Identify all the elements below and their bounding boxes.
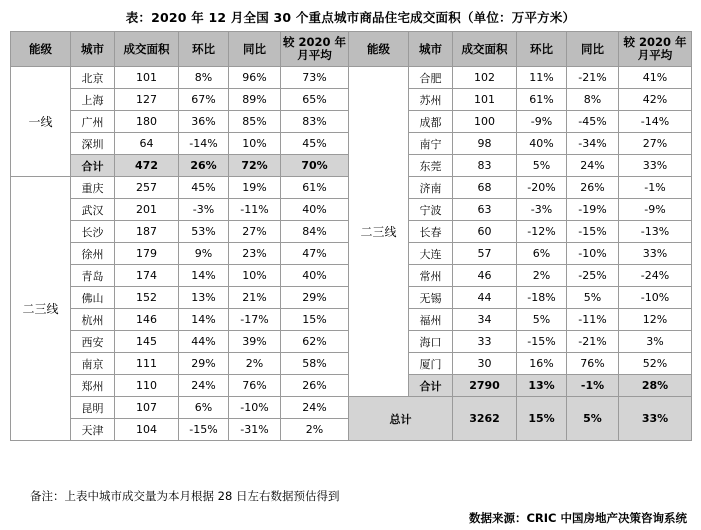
area-cell: 104 bbox=[115, 419, 179, 441]
yoy-cell: 5% bbox=[567, 287, 619, 309]
vs-avg-cell: 52% bbox=[619, 353, 692, 375]
yoy-cell: -10% bbox=[567, 243, 619, 265]
header-yoy: 同比 bbox=[567, 32, 619, 67]
city-cell: 佛山 bbox=[71, 287, 115, 309]
mom-cell: 14% bbox=[179, 309, 229, 331]
vs-avg-cell: 41% bbox=[619, 67, 692, 89]
area-cell: 83 bbox=[453, 155, 517, 177]
vs-avg-cell: 26% bbox=[281, 375, 349, 397]
vs-avg-cell: 65% bbox=[281, 89, 349, 111]
area-cell: 110 bbox=[115, 375, 179, 397]
area-cell: 180 bbox=[115, 111, 179, 133]
table-row bbox=[11, 397, 692, 419]
mom-cell: -3% bbox=[179, 199, 229, 221]
housing-transaction-table bbox=[10, 31, 692, 441]
subtotal-yoy: -1% bbox=[567, 375, 619, 397]
mom-cell: 61% bbox=[517, 89, 567, 111]
vs-avg-cell: 27% bbox=[619, 133, 692, 155]
header-mom: 环比 bbox=[517, 32, 567, 67]
vs-avg-cell: 73% bbox=[281, 67, 349, 89]
header-vs-avg: 较 2020 年月平均 bbox=[619, 32, 692, 67]
yoy-cell: -11% bbox=[229, 199, 281, 221]
mom-cell: 6% bbox=[179, 397, 229, 419]
mom-cell: 40% bbox=[517, 133, 567, 155]
city-cell: 徐州 bbox=[71, 243, 115, 265]
city-cell: 杭州 bbox=[71, 309, 115, 331]
yoy-cell: -31% bbox=[229, 419, 281, 441]
city-cell: 东莞 bbox=[409, 155, 453, 177]
yoy-cell: 19% bbox=[229, 177, 281, 199]
vs-avg-cell: 61% bbox=[281, 177, 349, 199]
grand-total-yoy: 5% bbox=[567, 397, 619, 441]
vs-avg-cell: -14% bbox=[619, 111, 692, 133]
area-cell: 30 bbox=[453, 353, 517, 375]
vs-avg-cell: 40% bbox=[281, 265, 349, 287]
tier-label: 二三线 bbox=[349, 67, 409, 397]
area-cell: 107 bbox=[115, 397, 179, 419]
table-row bbox=[11, 67, 692, 89]
area-cell: 179 bbox=[115, 243, 179, 265]
city-cell: 天津 bbox=[71, 419, 115, 441]
vs-avg-cell: 45% bbox=[281, 133, 349, 155]
yoy-cell: -19% bbox=[567, 199, 619, 221]
city-cell: 长沙 bbox=[71, 221, 115, 243]
yoy-cell: -17% bbox=[229, 309, 281, 331]
mom-cell: 24% bbox=[179, 375, 229, 397]
area-cell: 111 bbox=[115, 353, 179, 375]
area-cell: 145 bbox=[115, 331, 179, 353]
header-area: 成交面积 bbox=[115, 32, 179, 67]
vs-avg-cell: -24% bbox=[619, 265, 692, 287]
area-cell: 63 bbox=[453, 199, 517, 221]
yoy-cell: 8% bbox=[567, 89, 619, 111]
header-yoy: 同比 bbox=[229, 32, 281, 67]
yoy-cell: -21% bbox=[567, 331, 619, 353]
mom-cell: 5% bbox=[517, 155, 567, 177]
subtotal-label: 合计 bbox=[409, 375, 453, 397]
yoy-cell: 23% bbox=[229, 243, 281, 265]
yoy-cell: -45% bbox=[567, 111, 619, 133]
area-cell: 187 bbox=[115, 221, 179, 243]
tier-label: 一线 bbox=[11, 67, 71, 177]
vs-avg-cell: 58% bbox=[281, 353, 349, 375]
footnote: 备注：上表中城市成交量为本月根据 28 日左右数据预估得到 bbox=[30, 489, 340, 503]
area-cell: 64 bbox=[115, 133, 179, 155]
grand-total-mom: 15% bbox=[517, 397, 567, 441]
area-cell: 98 bbox=[453, 133, 517, 155]
mom-cell: 8% bbox=[179, 67, 229, 89]
vs-avg-cell: 33% bbox=[619, 155, 692, 177]
header-area: 成交面积 bbox=[453, 32, 517, 67]
yoy-cell: -25% bbox=[567, 265, 619, 287]
mom-cell: -3% bbox=[517, 199, 567, 221]
mom-cell: -20% bbox=[517, 177, 567, 199]
city-cell: 无锡 bbox=[409, 287, 453, 309]
subtotal-area: 472 bbox=[115, 155, 179, 177]
city-cell: 武汉 bbox=[71, 199, 115, 221]
yoy-cell: 27% bbox=[229, 221, 281, 243]
area-cell: 46 bbox=[453, 265, 517, 287]
city-cell: 福州 bbox=[409, 309, 453, 331]
city-cell: 厦门 bbox=[409, 353, 453, 375]
city-cell: 郑州 bbox=[71, 375, 115, 397]
city-cell: 长春 bbox=[409, 221, 453, 243]
city-cell: 成都 bbox=[409, 111, 453, 133]
mom-cell: -14% bbox=[179, 133, 229, 155]
header-city: 城市 bbox=[409, 32, 453, 67]
city-cell: 宁波 bbox=[409, 199, 453, 221]
mom-cell: 13% bbox=[179, 287, 229, 309]
city-cell: 海口 bbox=[409, 331, 453, 353]
vs-avg-cell: -1% bbox=[619, 177, 692, 199]
area-cell: 146 bbox=[115, 309, 179, 331]
city-cell: 广州 bbox=[71, 111, 115, 133]
city-cell: 重庆 bbox=[71, 177, 115, 199]
area-cell: 44 bbox=[453, 287, 517, 309]
mom-cell: -15% bbox=[179, 419, 229, 441]
vs-avg-cell: 33% bbox=[619, 243, 692, 265]
area-cell: 102 bbox=[453, 67, 517, 89]
vs-avg-cell: 40% bbox=[281, 199, 349, 221]
mom-cell: -15% bbox=[517, 331, 567, 353]
subtotal-vs-avg: 70% bbox=[281, 155, 349, 177]
area-cell: 57 bbox=[453, 243, 517, 265]
mom-cell: 36% bbox=[179, 111, 229, 133]
mom-cell: 14% bbox=[179, 265, 229, 287]
mom-cell: 67% bbox=[179, 89, 229, 111]
area-cell: 127 bbox=[115, 89, 179, 111]
vs-avg-cell: 42% bbox=[619, 89, 692, 111]
header-mom: 环比 bbox=[179, 32, 229, 67]
vs-avg-cell: 24% bbox=[281, 397, 349, 419]
mom-cell: 6% bbox=[517, 243, 567, 265]
subtotal-mom: 13% bbox=[517, 375, 567, 397]
yoy-cell: 76% bbox=[229, 375, 281, 397]
vs-avg-cell: 29% bbox=[281, 287, 349, 309]
mom-cell: 5% bbox=[517, 309, 567, 331]
area-cell: 101 bbox=[115, 67, 179, 89]
vs-avg-cell: 84% bbox=[281, 221, 349, 243]
city-cell: 济南 bbox=[409, 177, 453, 199]
yoy-cell: 24% bbox=[567, 155, 619, 177]
subtotal-area: 2790 bbox=[453, 375, 517, 397]
yoy-cell: -21% bbox=[567, 67, 619, 89]
area-cell: 60 bbox=[453, 221, 517, 243]
header-vs-avg: 较 2020 年月平均 bbox=[281, 32, 349, 67]
mom-cell: 44% bbox=[179, 331, 229, 353]
vs-avg-cell: 12% bbox=[619, 309, 692, 331]
city-cell: 苏州 bbox=[409, 89, 453, 111]
yoy-cell: 39% bbox=[229, 331, 281, 353]
grand-total-vs-avg: 33% bbox=[619, 397, 692, 441]
yoy-cell: 10% bbox=[229, 265, 281, 287]
area-cell: 257 bbox=[115, 177, 179, 199]
subtotal-label: 合计 bbox=[71, 155, 115, 177]
city-cell: 南京 bbox=[71, 353, 115, 375]
area-cell: 100 bbox=[453, 111, 517, 133]
area-cell: 201 bbox=[115, 199, 179, 221]
vs-avg-cell: -13% bbox=[619, 221, 692, 243]
subtotal-yoy: 72% bbox=[229, 155, 281, 177]
yoy-cell: 10% bbox=[229, 133, 281, 155]
city-cell: 西安 bbox=[71, 331, 115, 353]
tier-label: 二三线 bbox=[11, 177, 71, 441]
mom-cell: 11% bbox=[517, 67, 567, 89]
table-title: 表：2020 年 12 月全国 30 个重点城市商品住宅成交面积（单位：万平方米） bbox=[125, 10, 576, 25]
area-cell: 101 bbox=[453, 89, 517, 111]
data-source: 数据来源：CRIC 中国房地产决策咨询系统 bbox=[468, 511, 687, 525]
vs-avg-cell: 15% bbox=[281, 309, 349, 331]
area-cell: 152 bbox=[115, 287, 179, 309]
yoy-cell: -10% bbox=[229, 397, 281, 419]
mom-cell: 16% bbox=[517, 353, 567, 375]
city-cell: 深圳 bbox=[71, 133, 115, 155]
vs-avg-cell: -9% bbox=[619, 199, 692, 221]
city-cell: 青岛 bbox=[71, 265, 115, 287]
yoy-cell: -15% bbox=[567, 221, 619, 243]
mom-cell: 2% bbox=[517, 265, 567, 287]
city-cell: 南宁 bbox=[409, 133, 453, 155]
yoy-cell: 76% bbox=[567, 353, 619, 375]
area-cell: 34 bbox=[453, 309, 517, 331]
mom-cell: 9% bbox=[179, 243, 229, 265]
mom-cell: -9% bbox=[517, 111, 567, 133]
area-cell: 33 bbox=[453, 331, 517, 353]
yoy-cell: 2% bbox=[229, 353, 281, 375]
mom-cell: 45% bbox=[179, 177, 229, 199]
header-row bbox=[11, 32, 692, 67]
vs-avg-cell: -10% bbox=[619, 287, 692, 309]
city-cell: 合肥 bbox=[409, 67, 453, 89]
area-cell: 174 bbox=[115, 265, 179, 287]
mom-cell: 29% bbox=[179, 353, 229, 375]
yoy-cell: 96% bbox=[229, 67, 281, 89]
city-cell: 大连 bbox=[409, 243, 453, 265]
header-tier: 能级 bbox=[11, 32, 71, 67]
header-city: 城市 bbox=[71, 32, 115, 67]
mom-cell: 53% bbox=[179, 221, 229, 243]
city-cell: 昆明 bbox=[71, 397, 115, 419]
mom-cell: -12% bbox=[517, 221, 567, 243]
area-cell: 68 bbox=[453, 177, 517, 199]
city-cell: 常州 bbox=[409, 265, 453, 287]
city-cell: 北京 bbox=[71, 67, 115, 89]
yoy-cell: 21% bbox=[229, 287, 281, 309]
vs-avg-cell: 62% bbox=[281, 331, 349, 353]
yoy-cell: -11% bbox=[567, 309, 619, 331]
city-cell: 上海 bbox=[71, 89, 115, 111]
vs-avg-cell: 83% bbox=[281, 111, 349, 133]
subtotal-vs-avg: 28% bbox=[619, 375, 692, 397]
grand-total-label: 总计 bbox=[349, 397, 453, 441]
subtotal-mom: 26% bbox=[179, 155, 229, 177]
mom-cell: -18% bbox=[517, 287, 567, 309]
vs-avg-cell: 47% bbox=[281, 243, 349, 265]
yoy-cell: 89% bbox=[229, 89, 281, 111]
grand-total-area: 3262 bbox=[453, 397, 517, 441]
vs-avg-cell: 2% bbox=[281, 419, 349, 441]
vs-avg-cell: 3% bbox=[619, 331, 692, 353]
header-tier: 能级 bbox=[349, 32, 409, 67]
yoy-cell: 85% bbox=[229, 111, 281, 133]
yoy-cell: 26% bbox=[567, 177, 619, 199]
yoy-cell: -34% bbox=[567, 133, 619, 155]
